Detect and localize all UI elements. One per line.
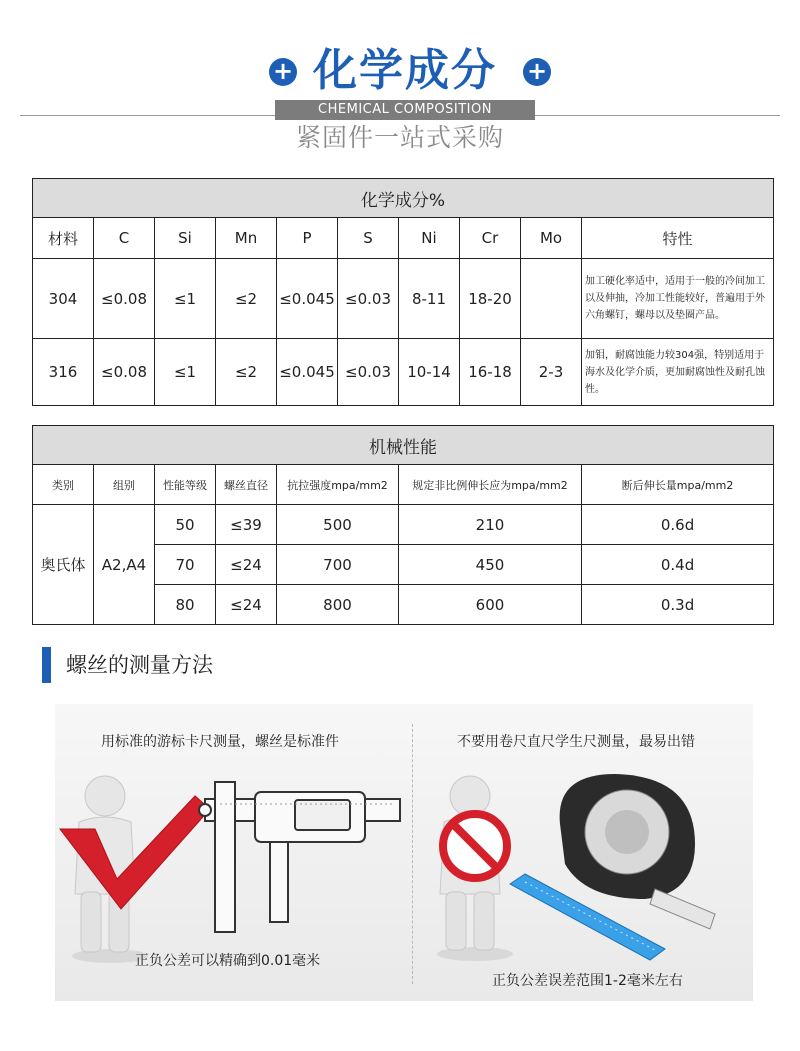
- col-header: Ni: [399, 218, 460, 259]
- table-cell: ≤0.03: [338, 339, 399, 406]
- col-header: 断后伸长量mpa/mm2: [582, 465, 774, 505]
- section-heading-text: 螺丝的测量方法: [66, 653, 213, 677]
- mechanical-properties-table: [32, 425, 774, 625]
- table-cell: 0.4d: [582, 545, 774, 585]
- table-cell: 8-11: [399, 259, 460, 339]
- title-row: [0, 42, 800, 102]
- page-header: [0, 0, 800, 160]
- col-header: Mo: [521, 218, 582, 259]
- table-cell: 600: [399, 585, 582, 625]
- table-cell: 210: [399, 505, 582, 545]
- heading-accent-bar: [42, 647, 51, 683]
- table-header-row: [33, 218, 774, 259]
- chemical-composition-table: [32, 178, 774, 406]
- table-cell: ≤0.08: [94, 259, 155, 339]
- table-cell: ≤2: [216, 339, 277, 406]
- col-header: 组别: [94, 465, 155, 505]
- table-row: [33, 259, 774, 339]
- table-caption: 化学成分%: [33, 179, 774, 218]
- vernier-caliper-icon: [199, 782, 400, 932]
- table-cell: 10-14: [399, 339, 460, 406]
- left-note: 正负公差可以精确到0.01毫米: [135, 953, 321, 969]
- table-cell: 0.3d: [582, 585, 774, 625]
- table-cell: ≤0.045: [277, 259, 338, 339]
- col-header: 螺丝直径: [216, 465, 277, 505]
- table-cell: ≤39: [216, 505, 277, 545]
- table-cell: 80: [155, 585, 216, 625]
- table-header-row: [33, 465, 774, 505]
- feature-cell: 加钼，耐腐蚀能力较304强，特别适用于海水及化学介质，更加耐腐蚀性及耐孔蚀性。: [582, 339, 774, 406]
- table-cell: 16-18: [460, 339, 521, 406]
- table-cell: 2-3: [521, 339, 582, 406]
- feature-cell: 加工硬化率适中，适用于一般的冷间加工以及伸抽，冷加工性能较好，普遍用于外六角螺钉，螺母以及垫圈产品。: [582, 259, 774, 339]
- right-note: 正负公差误差范围1-2毫米左右: [492, 973, 683, 989]
- col-header: 规定非比例伸长应为mpa/mm2: [399, 465, 582, 505]
- table-row: [33, 505, 774, 545]
- table-cell: ≤24: [216, 585, 277, 625]
- col-header: 抗拉强度mpa/mm2: [277, 465, 399, 505]
- table-cell: 700: [277, 545, 399, 585]
- divider-line: [412, 724, 413, 984]
- col-header: 类别: [33, 465, 94, 505]
- col-header: P: [277, 218, 338, 259]
- col-header: C: [94, 218, 155, 259]
- table-cell: ≤2: [216, 259, 277, 339]
- col-header: Si: [155, 218, 216, 259]
- left-caption: 用标准的游标卡尺测量，螺丝是标准件: [101, 734, 339, 750]
- right-caption: 不要用卷尺直尺学生尺测量，最易出错: [457, 734, 695, 750]
- col-header: 材料: [33, 218, 94, 259]
- category-cell: 奥氏体: [33, 505, 94, 625]
- table-cell: 0.6d: [582, 505, 774, 545]
- table-cell: 500: [277, 505, 399, 545]
- table-cell: [521, 259, 582, 339]
- group-cell: A2,A4: [94, 505, 155, 625]
- table-cell: 800: [277, 585, 399, 625]
- table-cell: 70: [155, 545, 216, 585]
- table-cell: 18-20: [460, 259, 521, 339]
- table-cell: ≤1: [155, 339, 216, 406]
- table-cell: 450: [399, 545, 582, 585]
- table-cell: ≤24: [216, 545, 277, 585]
- table-caption: 机械性能: [33, 426, 774, 465]
- measurement-illustration: [55, 704, 753, 1001]
- table-cell: 304: [33, 259, 94, 339]
- plus-icon: +: [269, 58, 297, 86]
- subtitle-bar: CHEMICAL COMPOSITION: [275, 100, 535, 120]
- table-row: [33, 339, 774, 406]
- table-cell: ≤0.08: [94, 339, 155, 406]
- no-sign-icon: [443, 814, 507, 878]
- col-header: Cr: [460, 218, 521, 259]
- slogan: 紧固件一站式采购: [295, 123, 504, 152]
- plus-icon: +: [523, 58, 551, 86]
- col-header: 性能等级: [155, 465, 216, 505]
- table-cell: 50: [155, 505, 216, 545]
- table-cell: 316: [33, 339, 94, 406]
- table-cell: ≤0.045: [277, 339, 338, 406]
- col-header: Mn: [216, 218, 277, 259]
- page-title: 化学成分: [313, 45, 497, 96]
- col-header: S: [338, 218, 399, 259]
- col-header: 特性: [582, 218, 774, 259]
- table-cell: ≤0.03: [338, 259, 399, 339]
- table-cell: ≤1: [155, 259, 216, 339]
